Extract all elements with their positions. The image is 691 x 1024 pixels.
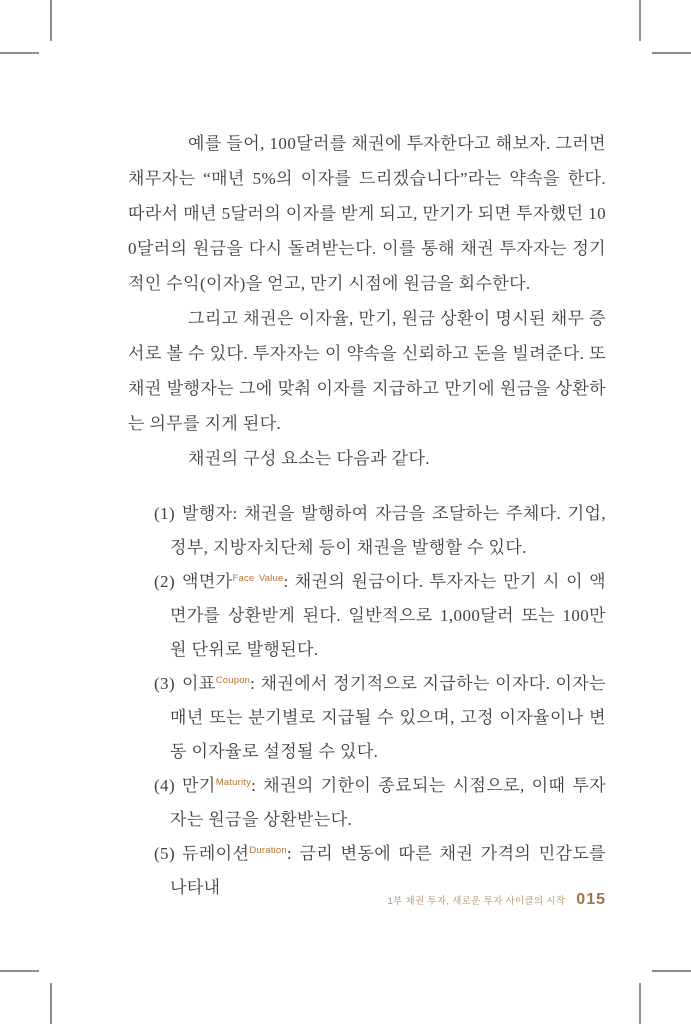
crop-mark-bottom-right-vertical: [639, 983, 641, 1024]
list-marker: (5): [154, 844, 176, 863]
paragraph-components-intro: 채권의 구성 요소는 다음과 같다.: [188, 449, 430, 468]
page-content: [128, 126, 606, 905]
crop-mark-top-right-vertical: [639, 0, 641, 41]
list-marker: (2): [154, 572, 176, 591]
list-term: 발행자: [182, 504, 233, 523]
list-marker: (3): [154, 674, 176, 693]
list-term-english: Coupon: [215, 675, 251, 686]
list-item-text: : 채권의 기한이 종료되는 시점으로, 이때 투자자는 원금을 상환받는다.: [170, 776, 606, 829]
crop-mark-top-right-horizontal: [652, 52, 691, 54]
list-item-coupon: [128, 667, 606, 769]
footer-page-number: 015: [576, 891, 606, 908]
crop-mark-top-left-horizontal: [0, 52, 39, 54]
list-item-text: : 금리 변동에 따른 채권 가격의 민감도를 나타내: [170, 844, 606, 897]
paragraph-bond-definition: 그리고 채권은 이자율, 만기, 원금 상환이 명시된 채무 증서로 볼 수 있다. 투자자는 이 약속을 신뢰하고 돈을 빌려준다. 또 채권 발행자는 그에 맞춰 이자를 지급하고 만기에 원금을 상환하는 의무를 지게 된다.: [128, 309, 606, 433]
paragraph-bond-example: 예를 들어, 100달러를 채권에 투자한다고 해보자. 그러면 채무자는 “매년 5%의 이자를 드리겠습니다”라는 약속을 한다. 따라서 매년 5달러의 이자를 받게 되고, 만기가 되면 투자했던 100달러의 원금을 다시 돌려받는다. 이를 통해 채권 투자자는 정기적인 수익(이자)을 얻고, 만기 시점에 원금을 회수한다.: [128, 134, 606, 293]
crop-mark-top-left-vertical: [50, 0, 52, 41]
list-term: 액면가: [182, 572, 233, 591]
list-marker: (1): [154, 504, 176, 523]
list-term: 듀레이션: [182, 844, 250, 863]
list-term: 만기: [182, 776, 216, 795]
crop-mark-bottom-right-horizontal: [652, 970, 691, 972]
bond-components-list: [128, 497, 606, 905]
list-term-english: Maturity: [215, 777, 252, 788]
list-term-english: Face Value: [232, 573, 284, 584]
list-item-face-value: [128, 565, 606, 667]
list-item-issuer: [128, 497, 606, 565]
list-marker: (4): [154, 776, 176, 795]
footer-section-title: 1부 채권 투자, 새로운 투자 사이클의 시작: [387, 896, 566, 907]
list-term: 이표: [182, 674, 216, 693]
list-item-text: : 채권의 원금이다. 투자자는 만기 시 이 액면가를 상환받게 된다. 일반적으로 1,000달러 또는 100만 원 단위로 발행된다.: [170, 572, 606, 659]
page-footer: [388, 891, 607, 909]
crop-mark-bottom-left-vertical: [50, 983, 52, 1024]
list-item-text: : 채권을 발행하여 자금을 조달하는 주체다. 기업, 정부, 지방자치단체 등이 채권을 발행할 수 있다.: [170, 504, 606, 557]
list-item-maturity: [128, 769, 606, 837]
list-item-text: : 채권에서 정기적으로 지급하는 이자다. 이자는 매년 또는 분기별로 지급될 수 있으며, 고정 이자율이나 변동 이자율로 설정될 수 있다.: [170, 674, 606, 761]
crop-mark-bottom-left-horizontal: [0, 970, 39, 972]
list-term-english: Duration: [249, 845, 287, 856]
